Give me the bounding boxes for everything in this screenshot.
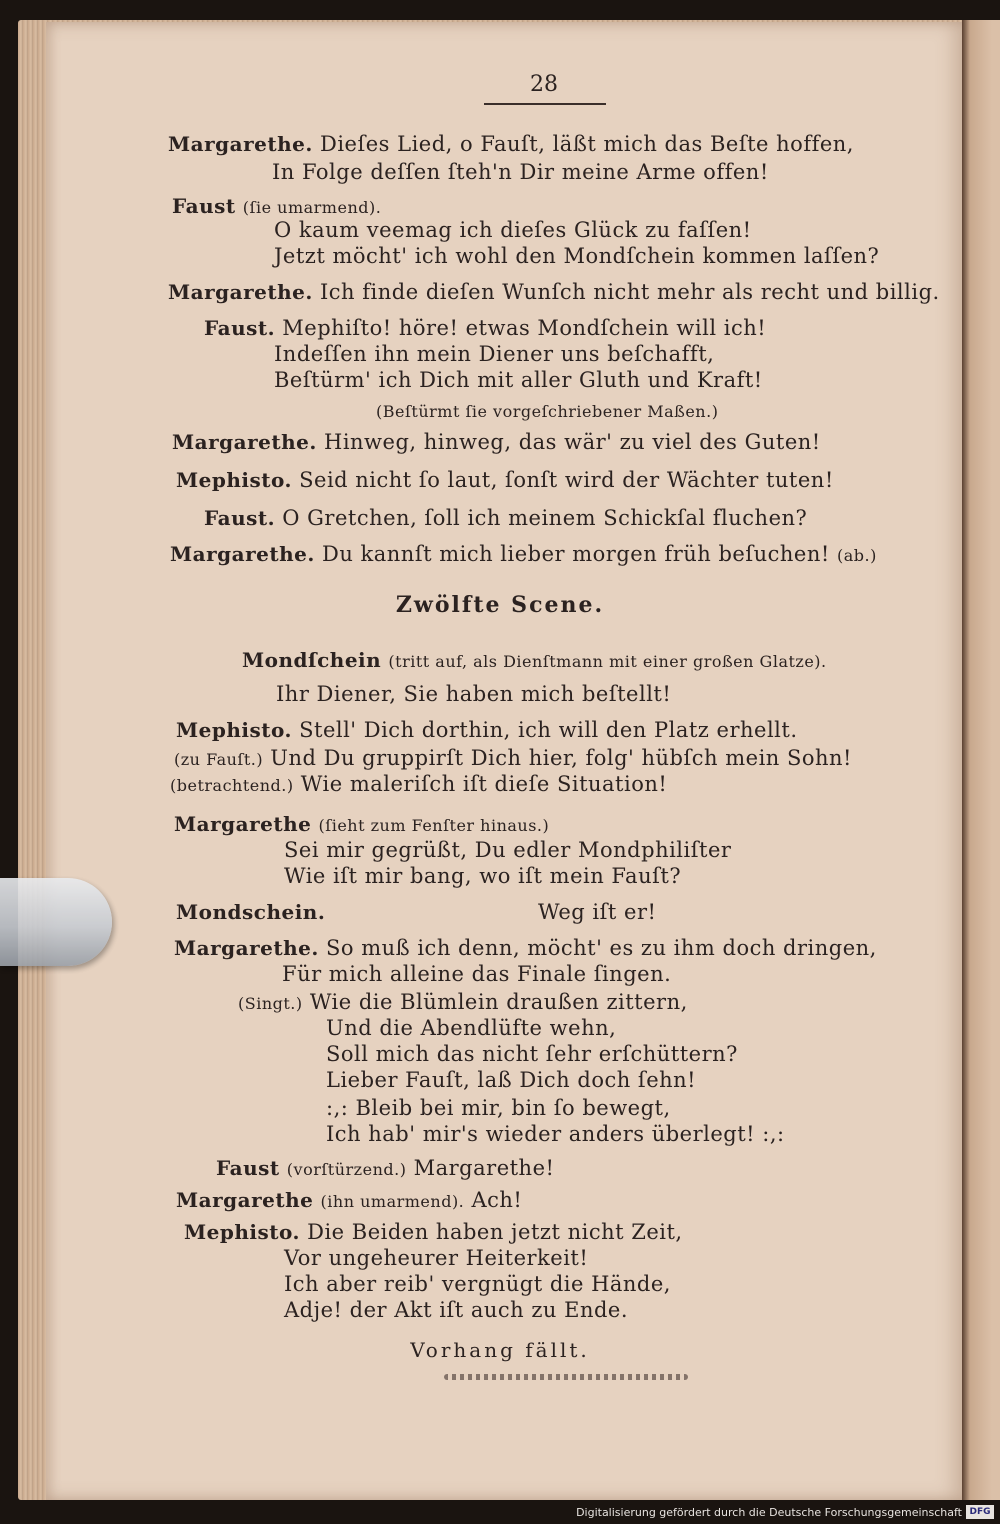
dialogue-line <box>376 398 718 422</box>
page-tab-marker <box>0 878 112 966</box>
dialogue-line <box>170 542 877 566</box>
dialogue-line <box>282 962 671 986</box>
dialogue-line <box>274 342 714 366</box>
dialogue-line <box>174 746 852 770</box>
line-text: So muß ich denn, möcht' es zu ihm doch dringen, <box>326 936 877 960</box>
dialogue-line <box>276 682 671 706</box>
line-text: Indeſſen ihn mein Diener uns beſchafft, <box>274 342 715 366</box>
line-text: Ihr Diener, Sie haben mich beſtellt! <box>276 682 672 706</box>
dialogue-line <box>174 812 549 836</box>
line-text: Seid nicht ſo laut, ſonſt wird der Wächter tuten! <box>299 468 834 492</box>
dialogue-line <box>284 1272 671 1296</box>
line-text: Stell' Dich dorthin, ich will den Platz erhellt. <box>299 718 798 742</box>
dialogue-line <box>272 160 769 184</box>
dialogue-line <box>204 316 766 340</box>
line-text: :,: Bleib bei mir, bin ſo bewegt, <box>326 1096 671 1120</box>
dialogue-line <box>168 280 940 304</box>
end-ornament-rule <box>444 1374 688 1380</box>
dialogue-line <box>168 132 854 156</box>
dialogue-line <box>176 900 325 924</box>
speaker-label: Faust <box>216 1156 280 1180</box>
dialogue-line <box>172 430 821 454</box>
line-text: Lieber Fauſt, laß Dich doch ſehn! <box>326 1068 697 1092</box>
dialogue-line <box>326 1096 671 1120</box>
adjacent-page-edge <box>962 20 1000 1500</box>
speaker-label: Mephisto. <box>176 468 292 492</box>
dialogue-line <box>274 218 752 242</box>
dialogue-line <box>326 1122 785 1146</box>
page-number: 28 <box>530 72 558 97</box>
dfg-logo: DFG <box>966 1505 994 1519</box>
speaker-label: Margarethe. <box>168 132 313 156</box>
line-text: Ach! <box>471 1188 523 1212</box>
line-text: Margarethe! <box>413 1156 555 1180</box>
dialogue-line <box>326 1068 696 1092</box>
line-text: Ich finde dieſen Wunſch nicht mehr als recht und billig. <box>320 280 940 304</box>
stage-direction: (Beſtürmt ſie vorgeſchriebener Maßen.) <box>376 402 719 421</box>
dialogue-line <box>170 772 667 796</box>
line-text: Ich aber reib' vergnügt die Hände, <box>284 1272 671 1296</box>
dialogue-line <box>176 468 834 492</box>
speaker-label: Margarethe. <box>172 430 317 454</box>
stage-direction: (ſie umarmend). <box>242 198 382 217</box>
dialogue-line <box>284 1298 628 1322</box>
dialogue-line <box>326 1016 616 1040</box>
line-text: Du kannſt mich lieber morgen früh beſuchen! <box>322 542 830 566</box>
line-text: Jetzt möcht' ich wohl den Mondſchein kommen laſſen? <box>274 244 880 268</box>
dialogue-line <box>204 506 807 530</box>
dialogue-line <box>538 900 656 924</box>
speaker-label: Faust. <box>204 316 276 340</box>
dialogue-line <box>284 1246 588 1270</box>
line-text: Vor ungeheurer Heiterkeit! <box>284 1246 589 1270</box>
line-text: Und die Abendlüfte wehn, <box>326 1016 617 1040</box>
line-text: Die Beiden haben jetzt nicht Zeit, <box>307 1220 683 1244</box>
speaker-label: Mephisto. <box>176 718 292 742</box>
dialogue-line <box>176 718 798 742</box>
dialogue-line <box>176 1188 522 1212</box>
dialogue-line <box>274 368 763 392</box>
line-text: O kaum veemag ich dieſes Glück zu faſſen! <box>274 218 752 242</box>
dialogue-line <box>216 1156 554 1180</box>
dialogue-line <box>174 936 877 960</box>
stage-direction: (ihn umarmend). <box>320 1192 465 1211</box>
line-text: Beſtürm' ich Dich mit aller Gluth und Kraft! <box>274 368 763 392</box>
line-text: Adje! der Akt iſt auch zu Ende. <box>284 1298 629 1322</box>
speaker-label: Margarethe. <box>168 280 313 304</box>
line-text: Sei mir gegrüßt, Du edler Mondphiliſter <box>284 838 732 862</box>
line-text: Wie die Blümlein draußen zittern, <box>309 990 688 1014</box>
stage-direction: (tritt auf, als Dienſtmann mit einer großen Glatze). <box>388 652 827 671</box>
line-text: In Folge deſſen ſteh'n Dir meine Arme offen! <box>272 160 769 184</box>
line-text: Wie iſt mir bang, wo iſt mein Fauſt? <box>284 864 682 888</box>
speaker-label: Margarethe <box>174 812 312 836</box>
stage-direction: (zu Fauſt.) <box>174 750 264 769</box>
dialogue-line <box>184 1220 683 1244</box>
dialogue-line <box>274 244 879 268</box>
speaker-label: Margarethe. <box>174 936 319 960</box>
line-text: Wie maleriſch iſt dieſe Situation! <box>300 772 668 796</box>
page-number-rule <box>484 103 606 105</box>
dialogue-line <box>238 990 688 1014</box>
digitization-credit: Digitalisierung gefördert durch die Deutsche Forschungsgemeinschaft <box>576 1506 962 1519</box>
dialogue-line <box>326 1042 738 1066</box>
stage-direction: (ab.) <box>837 546 877 565</box>
dialogue-line <box>242 648 827 672</box>
dialogue-line <box>284 838 731 862</box>
speaker-label: Faust. <box>204 506 276 530</box>
speaker-label: Faust <box>172 194 236 218</box>
line-text: Soll mich das nicht ſehr erſchüttern? <box>326 1042 738 1066</box>
line-text: Ich hab' mir's wieder anders überlegt! :,: <box>326 1122 785 1146</box>
curtain-line: Vorhang fällt. <box>410 1338 590 1362</box>
dialogue-line <box>172 194 381 218</box>
dialogue-line <box>284 864 681 888</box>
line-text: Mephiſto! höre! etwas Mondſchein will ich! <box>282 316 767 340</box>
speaker-label: Mondschein. <box>176 900 326 924</box>
line-text: Und Du gruppirſt Dich hier, folg' hübſch mein Sohn! <box>270 746 852 770</box>
speaker-label: Mephisto. <box>184 1220 300 1244</box>
line-text: Weg iſt er! <box>538 900 657 924</box>
speaker-label: Margarethe <box>176 1188 314 1212</box>
stage-direction: (vorſtürzend.) <box>286 1160 407 1179</box>
line-text: Hinweg, hinweg, das wär' zu viel des Guten! <box>324 430 821 454</box>
stage-direction: (ſieht zum Fenſter hinaus.) <box>318 816 550 835</box>
stage-direction: (betrachtend.) <box>170 776 294 795</box>
line-text: Für mich alleine das Finale ſingen. <box>282 962 672 986</box>
scene-title: Zwölfte Scene. <box>395 592 605 618</box>
line-text: O Gretchen, ſoll ich meinem Schickſal fluchen? <box>282 506 808 530</box>
stage-direction: (Singt.) <box>238 994 303 1013</box>
speaker-label: Mondſchein <box>242 648 382 672</box>
speaker-label: Margarethe. <box>170 542 315 566</box>
line-text: Dieſes Lied, o Fauſt, läßt mich das Beſte hoffen, <box>320 132 854 156</box>
